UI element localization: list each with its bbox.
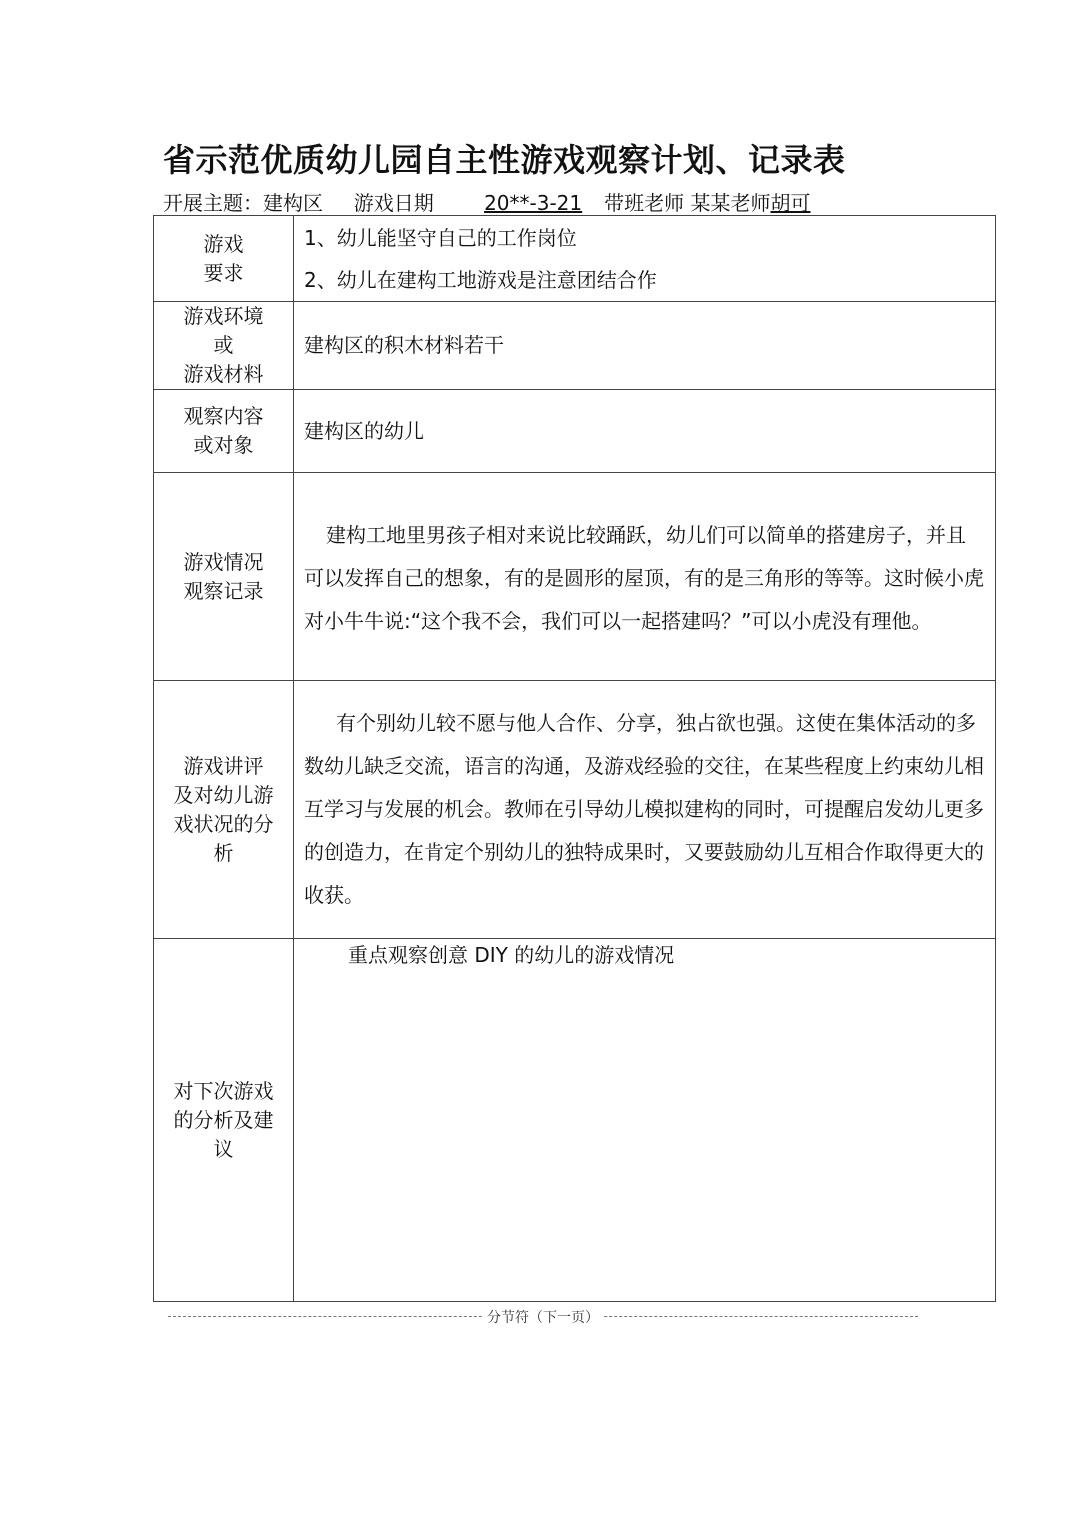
label-line: 观察记录 (183, 578, 264, 603)
label-line: 析 (213, 840, 234, 865)
row-label (154, 473, 294, 681)
row-label (154, 390, 294, 473)
table-row (154, 473, 996, 681)
table-row (154, 939, 996, 1302)
label-line: 游戏材料 (183, 362, 264, 386)
theme-label: 开展主题： (163, 191, 263, 215)
row-label (154, 681, 294, 939)
row-label (154, 302, 294, 390)
label-line: 的分析及建 (173, 1107, 274, 1132)
label-line: 游戏讲评 (183, 753, 264, 778)
row-label (154, 216, 294, 302)
section-break-label: 分节符（下一页） (483, 1307, 603, 1327)
row-value: 重点观察创意 DIY 的幼儿的游戏情况 (294, 939, 996, 1302)
label-line: 对下次游戏 (173, 1078, 274, 1103)
requirement-line: 1、幼儿能坚守自己的工作岗位 (304, 226, 577, 250)
label-line: 或对象 (193, 433, 254, 457)
observation-table (153, 215, 996, 1302)
table-row (154, 216, 996, 302)
row-value: 建构区的幼儿 (294, 390, 996, 473)
label-line: 要求 (203, 260, 244, 285)
label-line: 议 (213, 1136, 234, 1161)
table-row (154, 390, 996, 473)
table-row (154, 681, 996, 939)
date-label: 游戏日期 (353, 191, 434, 215)
table-row (154, 302, 996, 390)
label-line: 戏状况的分 (173, 811, 274, 836)
document-title: 省示范优质幼儿园自主性游戏观察计划、记录表 (163, 141, 846, 179)
teacher-name: 胡可 (770, 191, 811, 215)
label-line: 游戏环境 (183, 304, 264, 328)
row-value: 建构工地里男孩子相对来说比较踊跃，幼儿们可以简单的搭建房子，并且可以发挥自己的想象，有的是圆形的屋顶，有的是三角形的等等。这时候小虎对小牛牛说:“这个我不会，我们可以一起搭建吗？”可以小虎没有理他。 (294, 473, 996, 681)
requirement-line: 2、幼儿在建构工地游戏是注意团结合作 (304, 268, 657, 292)
label-line: 游戏情况 (183, 549, 264, 574)
teacher-value: 某某老师 (690, 191, 771, 215)
section-break (168, 1310, 918, 1326)
label-line: 观察内容 (183, 404, 264, 428)
row-value: 建构区的积木材料若干 (294, 302, 996, 390)
label-line: 或 (213, 333, 234, 357)
row-value: 有个别幼儿较不愿与他人合作、分享，独占欲也强。这使在集体活动的多数幼儿缺乏交流，语言的沟通，及游戏经验的交往，在某些程度上约束幼儿相互学习与发展的机会。教师在引导幼儿模拟建构的同时，可提醒启发幼儿更多的创造力，在肯定个别幼儿的独特成果时，又要鼓励幼儿互相合作取得更大的收获。 (294, 681, 996, 939)
row-label (154, 939, 294, 1302)
row-value (294, 216, 996, 302)
theme-value: 建构区 (263, 191, 323, 215)
date-value: 20**-3-21 (484, 191, 583, 215)
header-meta (163, 187, 811, 216)
teacher-label: 带班老师 (604, 191, 685, 215)
label-line: 游戏 (203, 231, 244, 256)
label-line: 及对幼儿游 (173, 782, 274, 807)
